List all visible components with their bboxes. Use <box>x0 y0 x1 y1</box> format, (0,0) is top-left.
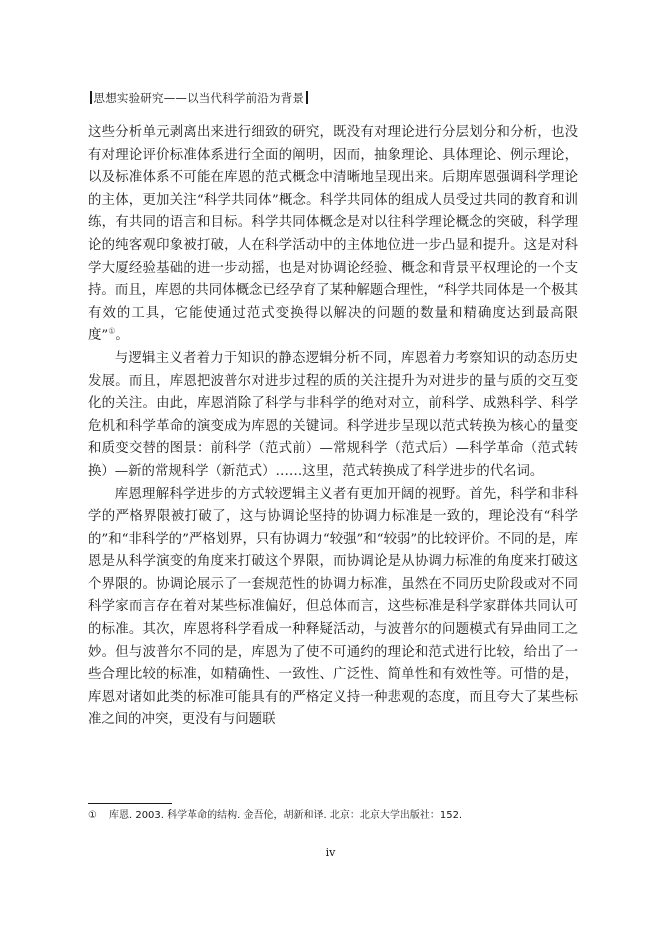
body-text <box>88 122 578 732</box>
header-title: 思想实验研究——以当代科学前沿为背景 <box>93 91 305 105</box>
paragraph-3: 库恩理解科学进步的方式较逻辑主义者有更加开阔的视野。首先，科学和非科学的严格界限被打破了，这与协调论坚持的协调力标准是一致的，理论没有“科学的”和“非科学的”严格划界，只有协调力“较强”和“较弱”的比较评价。不同的是，库恩是从科学演变的角度来打破这个界限，而协调论是从协调力标准的角度来打破这个界限的。协调论展示了一套规范性的协调力标准，虽然在不同历史阶段或对不同科学家而言存在着对某些标准偏好，但总体而言，这些标准是科学家群体共同认可的标准。其次，库恩将科学看成一种释疑活动，与波普尔的问题模式有异曲同工之妙。但与波普尔不同的是，库恩为了使不可通约的理论和范式进行比较，给出了一些合理比较的标准，如精确性、一致性、广泛性、简单性和有效性等。可惜的是，库恩对诸如此类的标准可能具有的严格定义持一种悲观的态度，而且夸大了某些标准之间的冲突，更没有与问题联 <box>88 486 578 728</box>
paragraph-1-tail: 。 <box>115 328 129 344</box>
paragraph-2: 与逻辑主义者着力于知识的静态逻辑分析不同，库恩着力考察知识的动态历史发展。而且，库恩把波普尔对进步过程的质的关注提升为对进步的量与质的交互变化的关注。由此，库恩消除了科学与非科学的绝对对立，前科学、成熟科学、科学危机和科学革命的演变成为库恩的关键词。科学进步呈现以范式转换为核心的量变和质变交替的图景：前科学（范式前）—常规科学（范式后）—科学革命（范式转换）—新的常规科学（新范式）……这里，范式转换成了科学进步的代名词。 <box>88 350 578 479</box>
footnote-reference[interactable]: ① <box>108 326 116 336</box>
footnote <box>88 809 568 822</box>
header-right-rule <box>306 91 308 104</box>
footnote-mark: ① <box>88 810 97 821</box>
footnote-text: 库恩. 2003. 科学革命的结构. 金吾伦，胡新和译. 北京：北京大学出版社：152. <box>108 810 463 821</box>
running-header <box>88 91 310 105</box>
footnote-divider <box>88 803 172 804</box>
page-number: iv <box>325 846 336 859</box>
paragraph-1-text: 这些分析单元剥离出来进行细致的研究，既没有对理论进行分层划分和分析，也没有对理论评价标准体系进行全面的阐明，因而，抽象理论、具体理论、例示理论，以及标准体系不可能在库恩的范式概念中清晰地呈现出来。后期库恩强调科学理论的主体，更加关注“科学共同体”概念。科学共同体的组成人员受过共同的教育和训练，有共同的语言和目标。科学共同体概念是对以往科学理论概念的突破，科学理论的纯客观印象被打破，人在科学活动中的主体地位进一步凸显和提升。这是对科学大厦经验基础的进一步动摇，也是对协调论经验、概念和背景平权理论的一个支持。而且，库恩的共同体概念已经孕育了某种解题合理性，“科学共同体是一个极其有效的工具，它能使通过范式变换得以解决的问题的数量和精确度达到最高限度” <box>88 125 578 344</box>
paragraph-1 <box>88 122 578 348</box>
header-left-rule <box>90 91 92 104</box>
